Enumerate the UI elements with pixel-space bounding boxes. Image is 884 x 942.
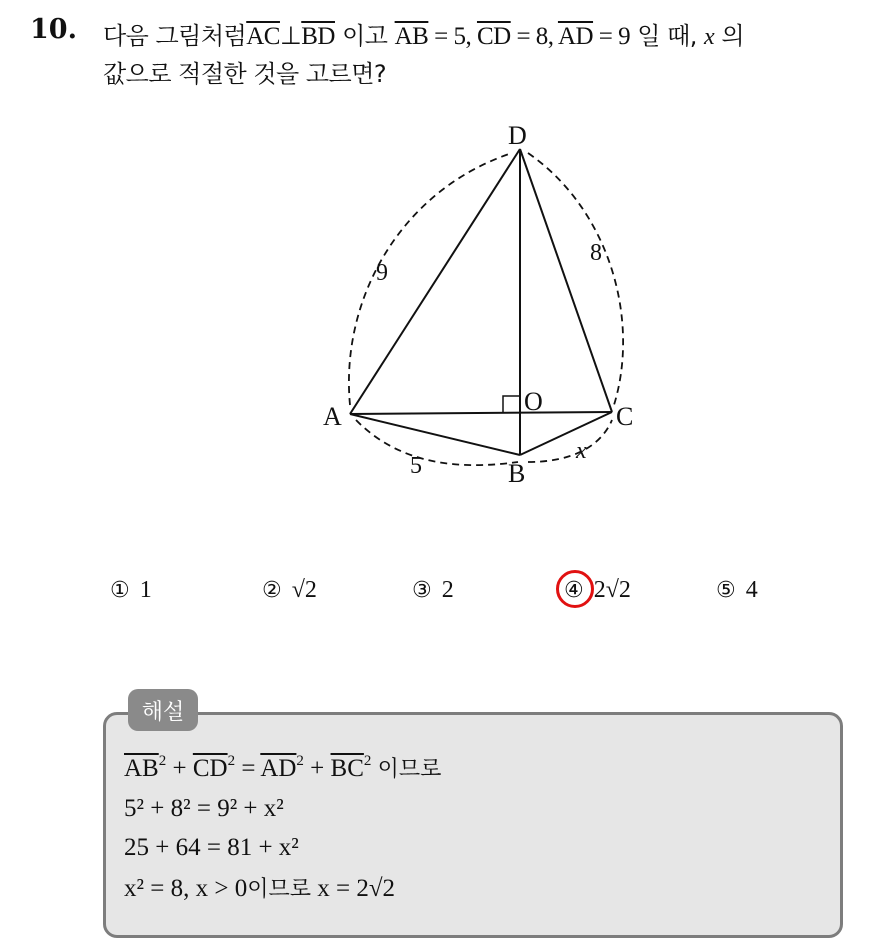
ad-value: = 9: [593, 23, 631, 50]
arc-ad: [349, 153, 512, 405]
solution-line-1: [124, 752, 441, 783]
label-b: B: [508, 459, 526, 488]
sol-line-4-b: x = 2√2: [310, 875, 396, 902]
option-2-value: √2: [291, 577, 317, 603]
sol-sq-1: 2: [158, 753, 167, 769]
sol-sq-2: 2: [227, 753, 236, 769]
label-c: C: [616, 402, 634, 431]
option-5-value: 4: [745, 577, 758, 603]
question-prefix: 다음 그림처럼: [103, 22, 247, 50]
arc-cd: [528, 153, 623, 405]
length-ab: 5: [410, 453, 422, 479]
sol-seg-cd: $\overline{CD}$: [192, 755, 228, 782]
cd-value: = 8,: [510, 23, 558, 50]
sol-seg-bc: $\overline{BC}$: [330, 755, 364, 782]
sol-plus-2: +: [303, 755, 331, 782]
segment-bd: $\overline{BD}$: [301, 23, 335, 50]
sol-seg-ab: $\overline{AB}$: [124, 755, 159, 782]
line-ab: [350, 414, 520, 455]
right-angle-mark: [503, 396, 520, 412]
option-1[interactable]: [110, 577, 152, 604]
solution-box: [103, 712, 843, 938]
arc-ab: [356, 420, 518, 465]
arc-bc: [528, 420, 612, 462]
question-of: 의: [714, 22, 745, 50]
sol-plus-1: +: [166, 755, 193, 782]
option-3-number: ③: [412, 578, 432, 603]
question-when: 일 때,: [630, 22, 705, 50]
segment-ab: $\overline{AB}$: [394, 23, 429, 50]
segment-cd: $\overline{CD}$: [476, 23, 511, 50]
option-5-number: ⑤: [716, 578, 736, 603]
perp-symbol: ⊥: [279, 23, 302, 50]
sol-sq-3: 2: [296, 753, 304, 769]
option-2-number: ②: [262, 578, 282, 603]
sol-eq: =: [235, 755, 261, 782]
option-5[interactable]: [716, 577, 758, 604]
sol-seg-ad: $\overline{AD}$: [260, 755, 297, 782]
option-1-number: ①: [110, 578, 130, 603]
dashed-arcs: [349, 153, 623, 465]
length-ad: 9: [376, 260, 388, 286]
ab-value: = 5,: [428, 23, 477, 50]
solution-tab: 해설: [128, 689, 198, 731]
option-4-value: 2√2: [593, 577, 631, 603]
segment-ad: $\overline{AD}$: [557, 23, 594, 50]
question-text-line-2: 값으로 적절한 것을 고르면?: [103, 60, 387, 88]
question-variable: x: [704, 24, 715, 50]
question-number: 10.: [30, 14, 77, 45]
solution-line-3: 25 + 64 = 81 + x²: [124, 834, 299, 861]
option-2[interactable]: [262, 577, 317, 604]
length-bc: x: [576, 438, 587, 464]
length-cd: 8: [590, 240, 602, 266]
sol-line-4-a: x² = 8, x > 0: [124, 875, 248, 902]
label-a: A: [323, 402, 342, 431]
solution-line-4: [124, 872, 395, 903]
sol-line-4-kr: 이므로: [247, 877, 311, 902]
label-o: O: [524, 387, 543, 416]
sol-sq-4: 2: [363, 753, 372, 769]
line-ac: [350, 412, 612, 414]
option-3[interactable]: [412, 577, 454, 604]
selected-answer-circle: [556, 570, 594, 608]
sol-line-1-end: 이므로: [377, 757, 442, 782]
question-iigo: 이고: [334, 22, 395, 50]
option-4-number: ④: [564, 578, 584, 603]
line-bc: [520, 412, 612, 455]
option-1-value: 1: [139, 577, 152, 603]
segment-ac: $\overline{AC}$: [246, 23, 280, 50]
label-d: D: [508, 121, 527, 150]
option-3-value: 2: [441, 577, 454, 603]
solution-line-2: 5² + 8² = 9² + x²: [124, 795, 284, 822]
